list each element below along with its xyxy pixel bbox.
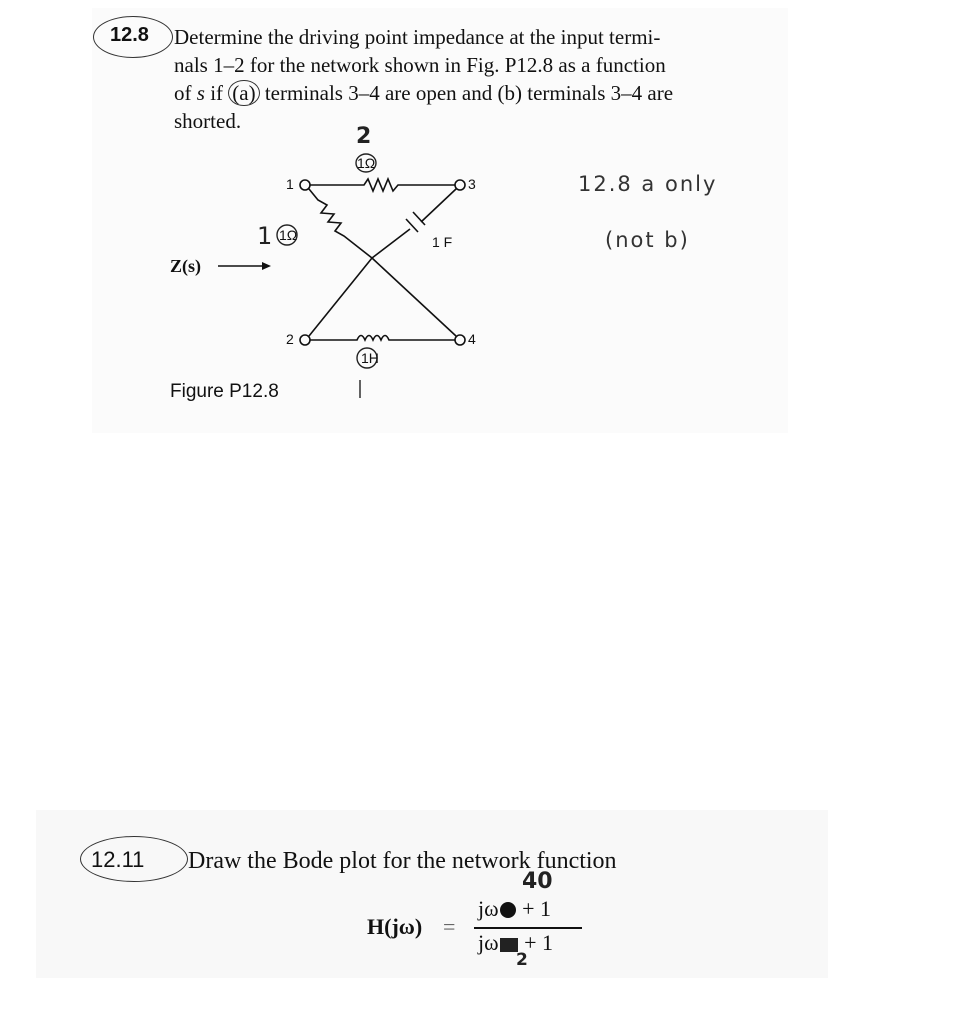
denominator-plus-one: + 1 <box>518 930 554 955</box>
terminal-4-node <box>455 335 465 345</box>
wire-center-to-2 <box>309 258 372 336</box>
capacitor-lead-lower <box>372 229 410 258</box>
terminal-1-node <box>300 180 310 190</box>
left-resistor-label: 1Ω <box>279 227 298 243</box>
bottom-inductor <box>310 336 455 341</box>
inductor-label: 1H <box>361 350 379 366</box>
left-resistor <box>309 189 372 258</box>
numerator-text <box>478 896 551 922</box>
capacitor-lead-upper <box>421 189 456 222</box>
denominator-scribble <box>500 938 518 952</box>
numerator-scribble <box>500 902 516 918</box>
text-if: if <box>204 81 229 105</box>
transfer-function-lhs: H(jω) <box>367 914 423 939</box>
text-of: of <box>174 81 197 105</box>
hand-numerator-value: 40 <box>522 869 553 894</box>
problem-text-line-4: shorted. <box>174 109 242 133</box>
top-resistor-label: 1Ω <box>357 155 376 171</box>
wire-center-to-4 <box>372 258 456 336</box>
node-3-label: 3 <box>468 176 476 192</box>
circled-part-a: (a) <box>228 80 259 106</box>
numerator-jw: jω <box>478 896 499 921</box>
problem-number: 12.8 <box>110 24 149 46</box>
fraction-bar <box>474 927 582 929</box>
denominator-jw: jω <box>478 930 499 955</box>
node-4-label: 4 <box>468 331 476 347</box>
terminal-3-node <box>455 180 465 190</box>
capacitor-plate-a <box>413 212 425 225</box>
capacitor-label: 1 F <box>432 234 453 250</box>
hand-note-line-1: 12.8 a only <box>578 172 718 196</box>
text-rest: terminals 3–4 are open and (b) terminals 3–4 are <box>259 81 674 105</box>
node-1-label: 1 <box>286 176 294 192</box>
hand-note-line-2: (not b) <box>605 228 690 252</box>
text-var-s: s <box>196 81 205 105</box>
node-2-label: 2 <box>286 331 294 347</box>
problem-text-line-2: nals 1–2 for the network shown in Fig. P12.8 as a function <box>174 53 666 77</box>
hand-denominator-value: 2 <box>516 950 528 970</box>
input-arrow-head <box>262 262 271 270</box>
numerator-plus-one: + 1 <box>516 896 552 921</box>
input-impedance-label: Z(s) <box>170 256 201 276</box>
figure-caption: Figure P12.8 <box>170 381 279 402</box>
top-resistor <box>310 179 455 191</box>
equals-sign: = <box>443 914 456 939</box>
terminal-2-node <box>300 335 310 345</box>
hand-top-resistor-value: 2 <box>356 124 372 149</box>
problem-11-number: 12.11 <box>91 847 145 872</box>
problem-11-text: Draw the Bode plot for the network function <box>188 848 617 874</box>
hand-left-resistor-value: 1 <box>257 222 273 250</box>
problem-text-line-1: Determine the driving point impedance at the input termi- <box>174 25 661 49</box>
